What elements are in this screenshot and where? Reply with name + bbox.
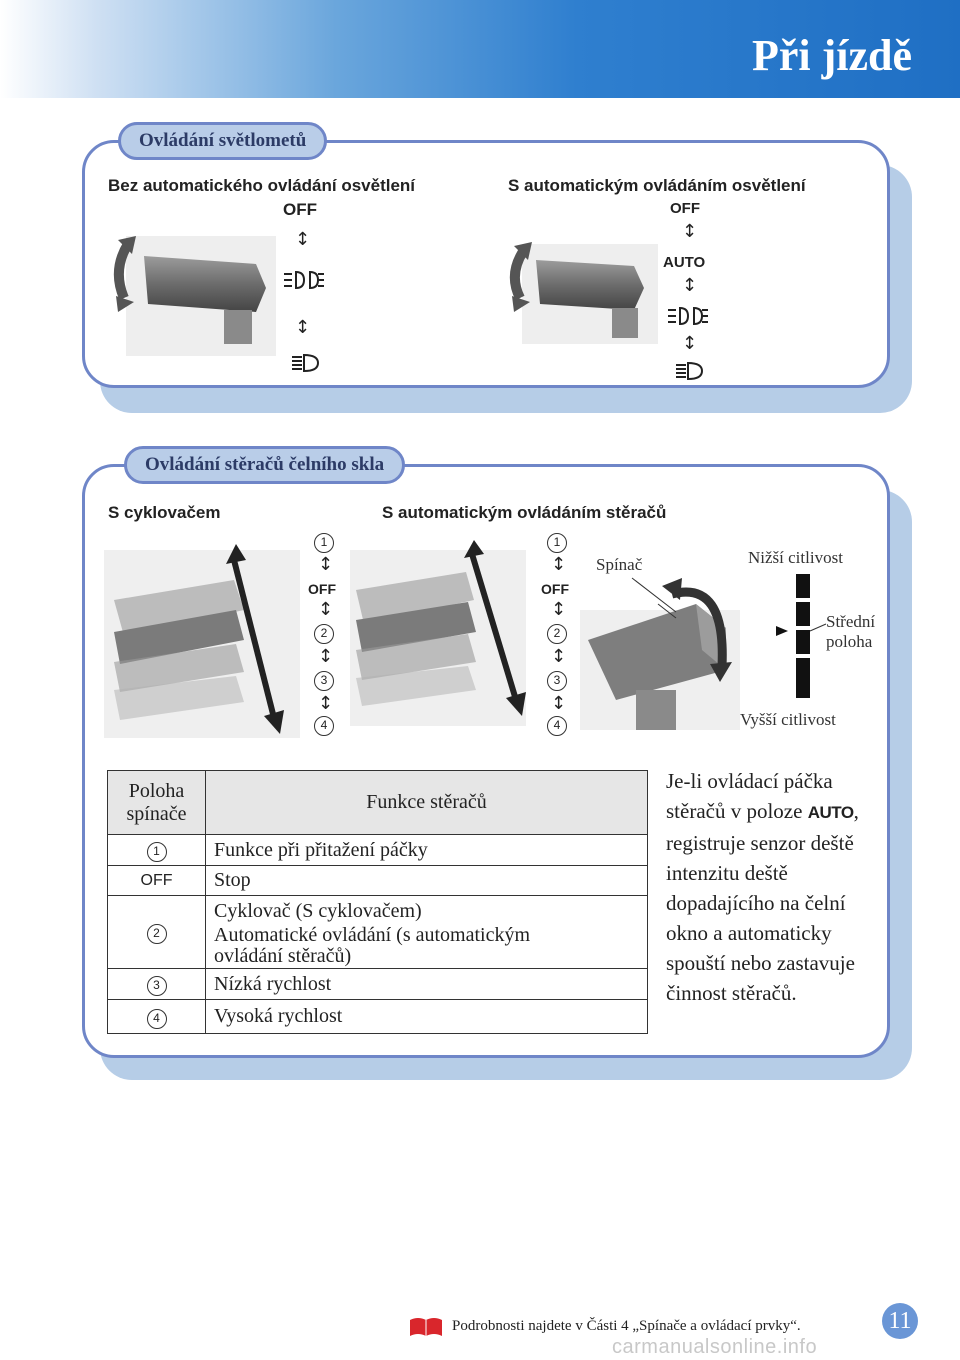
table-header-function: Funkce stěračů <box>206 771 648 835</box>
wipers-left-arrow-3 <box>319 649 329 667</box>
parking-light-icon <box>282 268 326 292</box>
wipers-left-arrow-2 <box>319 602 329 620</box>
table-cell-function: Nízká rychlost <box>206 969 648 1000</box>
parking-light-icon-right <box>666 304 710 328</box>
wipers-left-title: S cyklovačem <box>108 503 221 522</box>
table-header-position: Poloha spínače <box>108 771 206 835</box>
lights-left-arrow-1 <box>296 232 306 250</box>
table-cell-function: Funkce při přitažení páčky <box>206 835 648 866</box>
wipers-right-off: OFF <box>541 581 569 597</box>
wipers-right-arrow-3 <box>552 649 562 667</box>
table-row <box>108 969 648 1000</box>
watermark: carmanualsonline.info <box>612 1336 818 1358</box>
lights-right-arrow-1 <box>683 224 693 242</box>
table-cell-function: Stop <box>206 866 648 896</box>
spinac-leader-line <box>630 576 690 616</box>
wipers-left-num-3: 3 <box>314 671 334 691</box>
vyssi-citlivost-label: Vyšší citlivost <box>740 710 836 729</box>
lights-tab: Ovládání světlometů <box>118 122 327 160</box>
auto-mark: AUTO <box>807 803 854 822</box>
wiper-stalk-illustration-middle <box>350 540 530 730</box>
table-cell-function: Cyklovač (S cyklovačem) Automatické ovládání (s automatickým ovládání stěračů) <box>206 896 648 969</box>
table-row <box>108 896 648 969</box>
wipers-left-off: OFF <box>308 581 336 597</box>
lights-right-arrow-3 <box>683 336 693 354</box>
position-num: 1 <box>147 842 167 862</box>
wipers-left-num-4: 4 <box>314 716 334 736</box>
wipers-left-num-2: 2 <box>314 624 334 644</box>
lights-left-title: Bez automatického ovládání osvětlení <box>108 176 416 195</box>
wipers-right-arrow-2 <box>552 602 562 620</box>
wipers-right-num-1: 1 <box>547 533 567 553</box>
page-title: Při jízdě <box>751 31 912 80</box>
lights-left-arrow-2 <box>296 320 306 338</box>
lights-right-title: S automatickým ovládáním osvětlení <box>508 176 806 195</box>
wipers-left-num-1: 1 <box>314 533 334 553</box>
headlight-icon <box>290 352 322 374</box>
stredni-label-1: Střední <box>826 612 876 631</box>
position-num: 3 <box>147 976 167 996</box>
headlight-stalk-illustration-left <box>106 226 286 356</box>
wipers-right-arrow-1 <box>552 557 562 575</box>
lights-left-off: OFF <box>283 200 317 219</box>
wipers-right-arrow-4 <box>552 696 562 714</box>
wipers-left-arrow-1 <box>319 557 329 575</box>
wipers-right-num-3: 3 <box>547 671 567 691</box>
footer-note: Podrobnosti najdete v Části 4 „Spínače a ovládací prvky“. <box>452 1318 801 1334</box>
wipers-right-title: S automatickým ovládáním stěračů <box>382 503 667 522</box>
table-row <box>108 835 648 866</box>
position-off: OFF <box>108 866 206 896</box>
table-row <box>108 1000 648 1034</box>
wipers-tab: Ovládání stěračů čelního skla <box>124 446 405 484</box>
position-num: 4 <box>147 1009 167 1029</box>
table-cell-function: Vysoká rychlost <box>206 1000 648 1034</box>
position-num: 2 <box>147 924 167 944</box>
wiper-function-table <box>107 770 648 1034</box>
stredni-label-2: poloha <box>826 632 873 651</box>
nizsi-citlivost-label: Nižší citlivost <box>748 548 843 567</box>
wipers-right-num-2: 2 <box>547 624 567 644</box>
spinac-label: Spínač <box>596 555 643 574</box>
headlight-stalk-illustration-right <box>504 236 664 346</box>
table-row <box>108 866 648 896</box>
wipers-left-arrow-4 <box>319 696 329 714</box>
lights-right-off: OFF <box>670 200 700 217</box>
wipers-right-num-4: 4 <box>547 716 567 736</box>
wiper-stalk-illustration-left <box>104 540 304 740</box>
lights-right-arrow-2 <box>683 278 693 296</box>
headlight-icon-right <box>674 360 706 382</box>
rain-sensor-description: Je-li ovládací páčka stěračů v poloze AUTO, registruje senzor deště intenzitu deště dopadajícího na čelní okno a automaticky spouští nebo zastavuje činnost stěračů. <box>666 769 859 1005</box>
lights-right-auto: AUTO <box>663 254 706 271</box>
book-icon <box>408 1316 444 1336</box>
page-number: 11 <box>882 1303 918 1339</box>
table-header-row <box>108 771 648 835</box>
